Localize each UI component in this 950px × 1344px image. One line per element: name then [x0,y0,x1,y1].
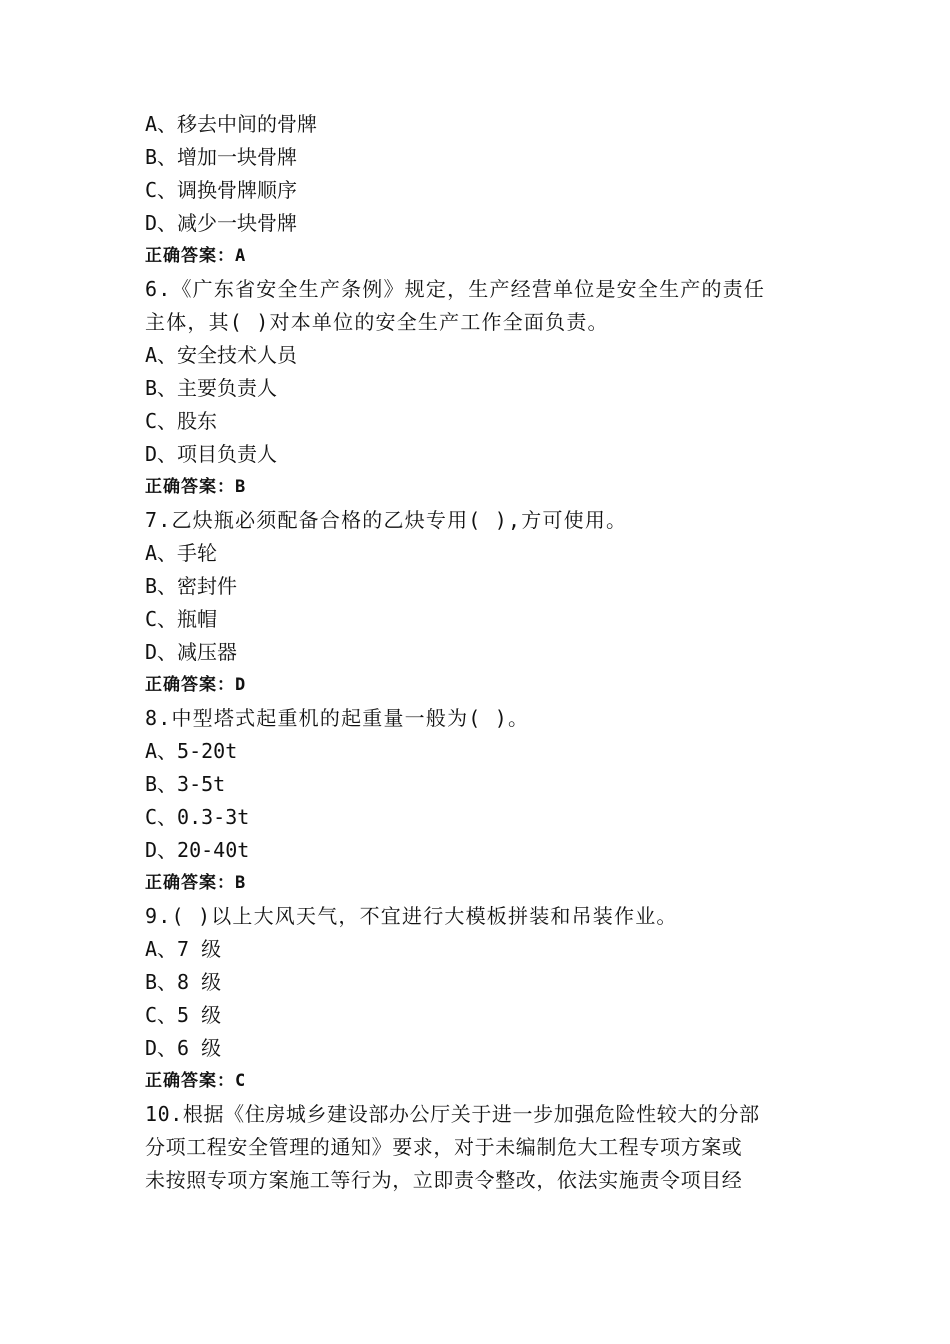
option-line: B、密封件 [145,574,238,598]
option-line: D、项目负责人 [145,442,278,466]
answer-line: 正确答案：B [145,477,247,497]
question-line: 7.乙炔瓶必须配备合格的乙炔专用( ),方可使用。 [145,508,628,532]
answer-line: 正确答案：D [145,675,247,695]
answer-line: 正确答案：B [145,873,247,893]
option-line: C、瓶帽 [145,607,218,631]
option-line: A、7 级 [145,937,222,961]
option-line: A、移去中间的骨牌 [145,112,318,136]
answer-line: 正确答案：C [145,1071,247,1091]
question-line: 8.中型塔式起重机的起重量一般为( )。 [145,706,530,730]
option-line: B、3-5t [145,772,226,796]
option-line: B、主要负责人 [145,376,278,400]
option-line: B、8 级 [145,970,222,994]
question-line: 未按照专项方案施工等行为，立即责令整改，依法实施责令项目经 [145,1168,743,1192]
option-line: C、0.3-3t [145,805,250,829]
option-line: D、减少一块骨牌 [145,211,298,235]
question-line: 6.《广东省安全生产条例》规定，生产经营单位是安全生产的责任 [145,277,766,301]
option-line: C、股东 [145,409,218,433]
option-line: A、手轮 [145,541,218,565]
option-line: A、5-20t [145,739,238,763]
option-line: B、增加一块骨牌 [145,145,298,169]
question-line: 10.根据《住房城乡建设部办公厅关于进一步加强危险性较大的分部 [145,1102,760,1126]
option-line: A、安全技术人员 [145,343,298,367]
option-line: D、减压器 [145,640,238,664]
answer-line: 正确答案：A [145,246,247,266]
option-line: D、6 级 [145,1036,222,1060]
option-line: C、调换骨牌顺序 [145,178,298,202]
option-line: C、5 级 [145,1003,222,1027]
option-line: D、20-40t [145,838,250,862]
question-line: 9.( )以上大风天气，不宜进行大模板拼装和吊装作业。 [145,904,678,928]
question-line: 分项工程安全管理的通知》要求，对于未编制危大工程专项方案或 [145,1135,743,1159]
document-body [145,108,810,1197]
question-line: 主体，其( )对本单位的安全生产工作全面负责。 [145,310,609,334]
